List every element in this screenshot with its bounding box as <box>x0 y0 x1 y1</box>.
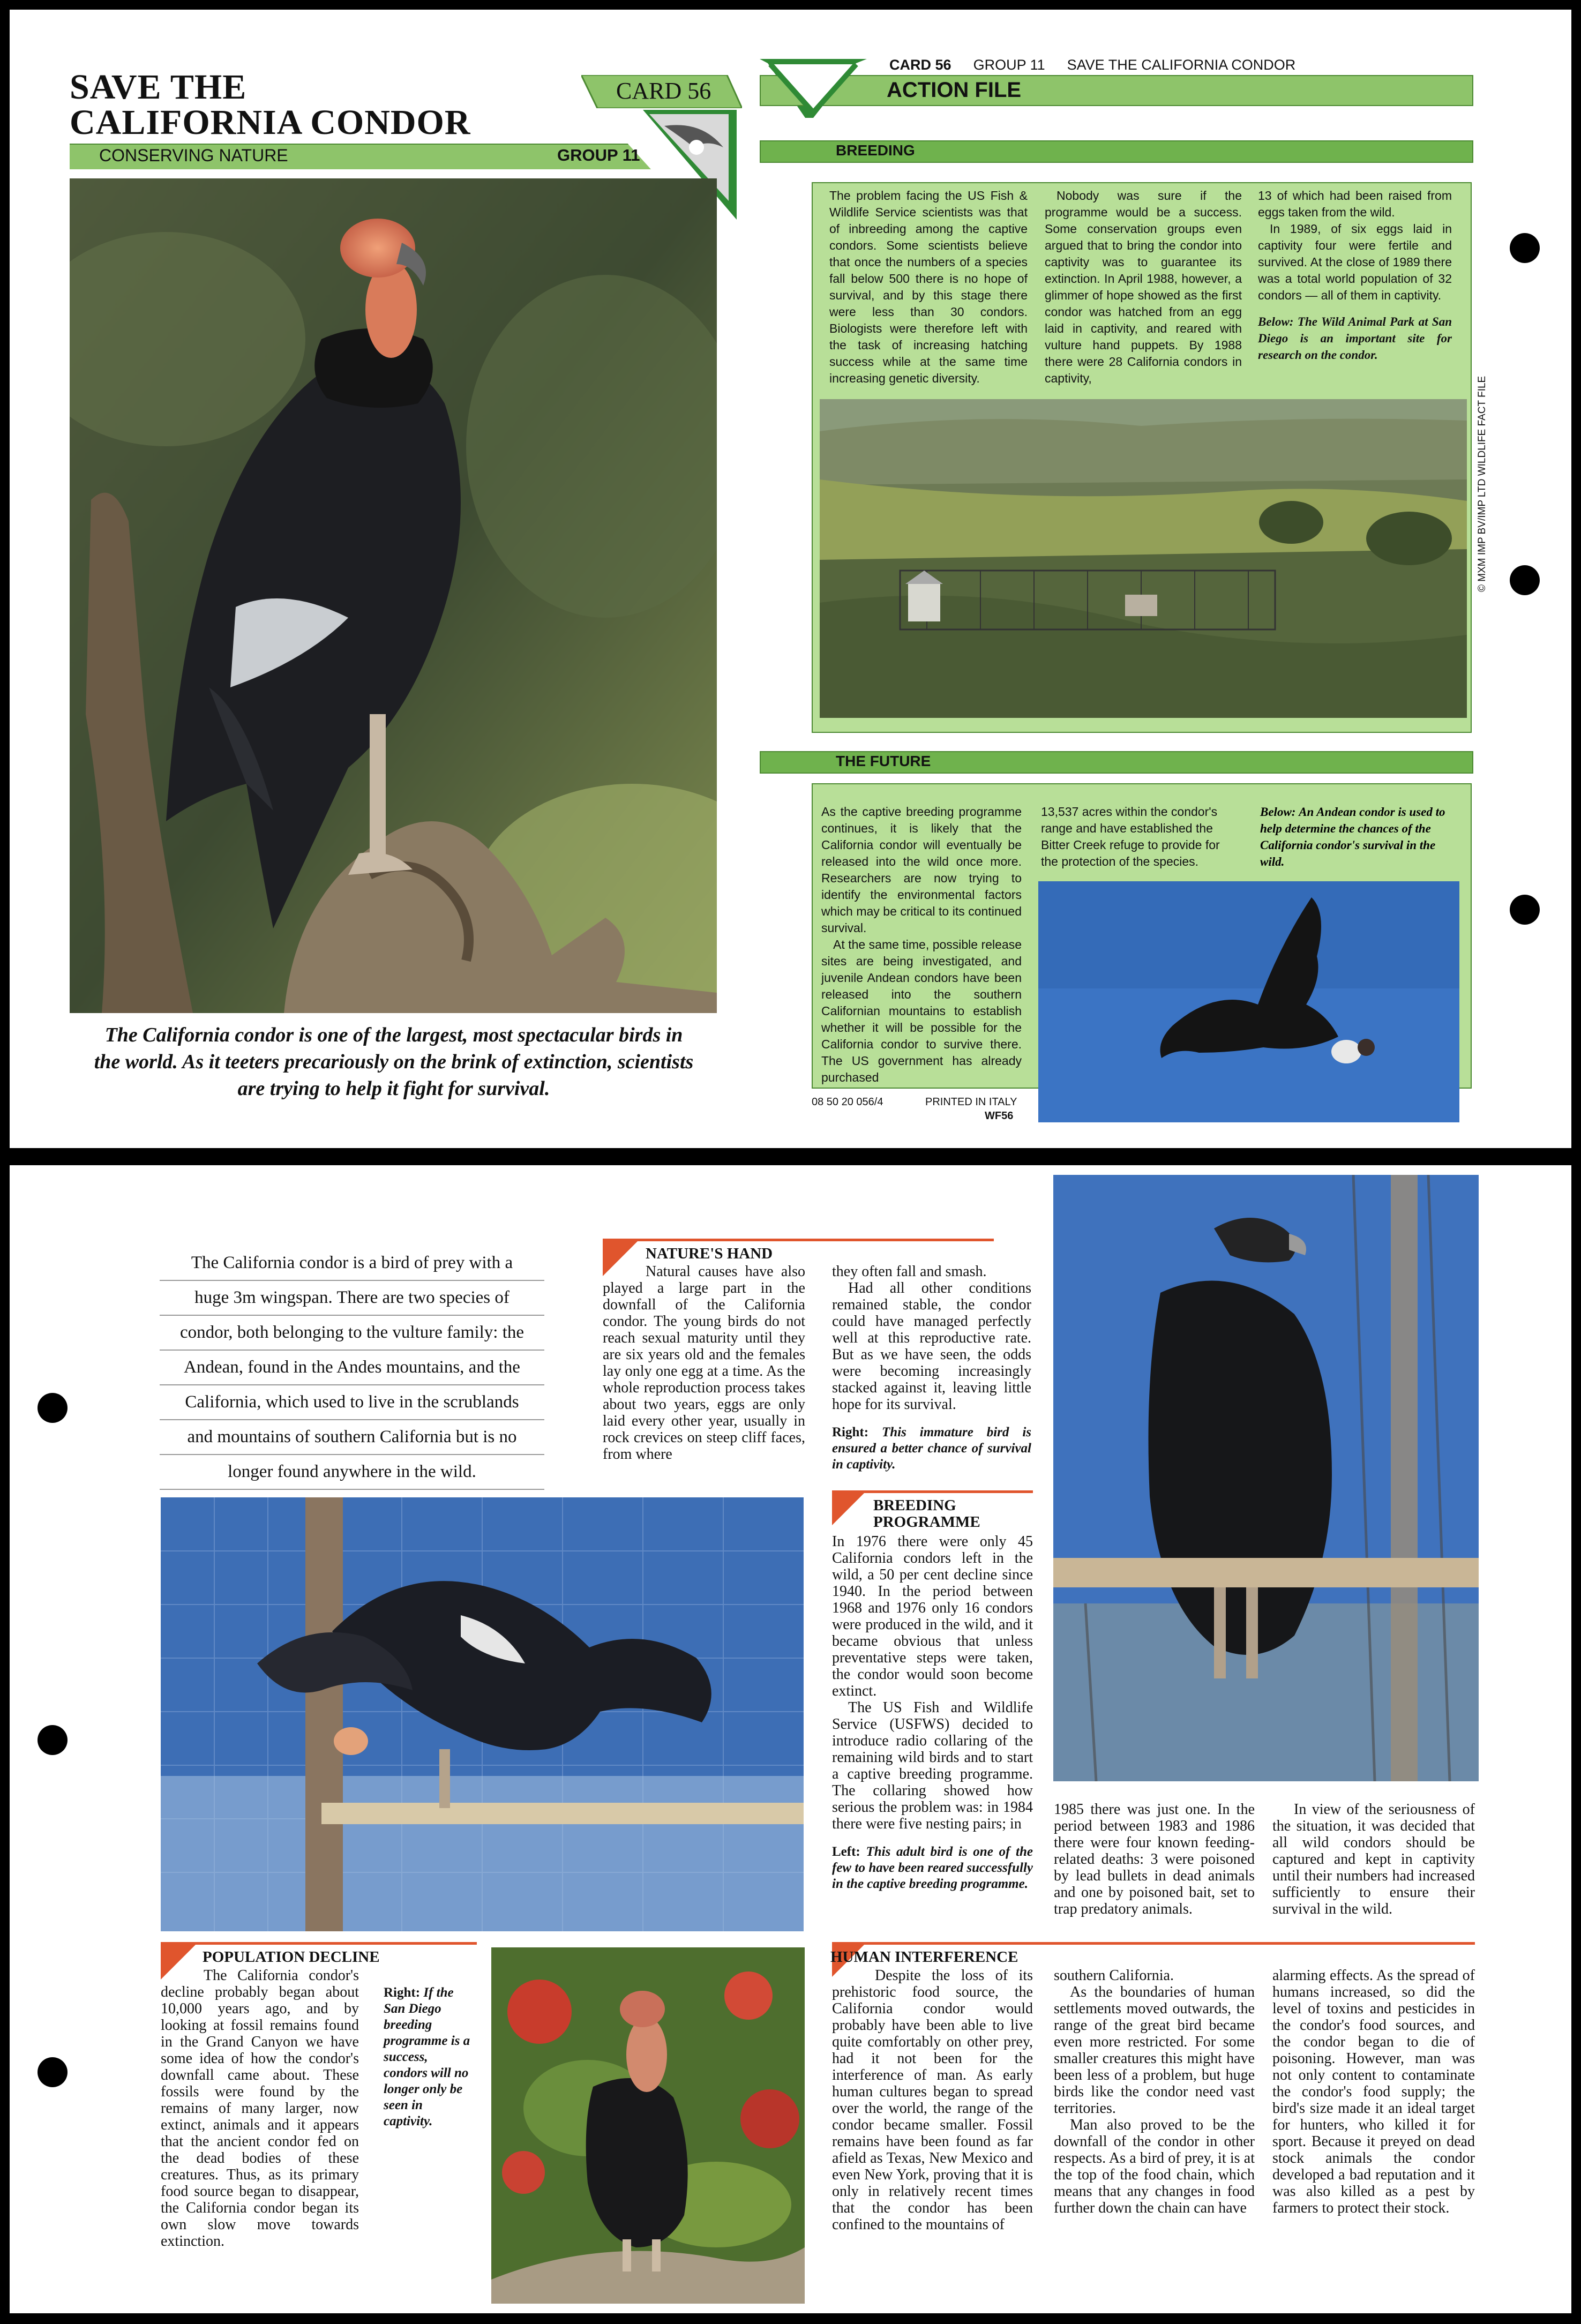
intro-line: California, which used to live in the scrublands <box>160 1385 544 1420</box>
human-interference-c1: Despite the loss of its prehistoric food source, the California condor would probably have been able to live quite comfortably on other prey, had it not been for the interference of man. As early human cultures began to spread over the world, the range of the condor became smaller. Fossil remains have been found as far afield as Texas, New Mexico and even New York, proving that it is only in relatively recent times that the condor has been confined to the mountains of <box>832 1967 1033 2233</box>
breeding-col3-p1: 13 of which had been raised from eggs taken from the wild. <box>1258 189 1452 219</box>
binder-hole <box>38 2057 68 2087</box>
breeding-programme-heading <box>873 1497 980 1531</box>
population-decline-p1: The California condor's decline probably began about 10,000 years ago, and by looking at fossil remains found in the Grand Canyon we have some idea of how the condor's downfall came about. These fossils were found by the remains of many larger, now extinct, animals and it appears that the ancient condor fed on the dead bodies of these creatures. Thus, as its primary food source began to disappear, the California condor began its own slow move towards extinction. <box>161 1967 359 2250</box>
intro-line: Andean, found in the Andes mountains, and the <box>160 1351 544 1385</box>
group-label: GROUP 11 <box>557 146 640 164</box>
caption-right-top-text: This immature bird is ensured a better chance of survival in captivity. <box>832 1425 1032 1472</box>
caption-right-top <box>832 1425 1031 1473</box>
intro-line: and mountains of southern California but is no <box>160 1420 544 1455</box>
intro-line: huge 3m wingspan. There are two species of <box>160 1281 544 1316</box>
caption-left-lead: Left: <box>832 1845 860 1859</box>
future-heading: THE FUTURE <box>836 753 931 769</box>
intro-line: The California condor is a bird of prey with a <box>160 1246 544 1281</box>
breeding-col1-text: The problem facing the US Fish & Wildlife Service scientists was that of inbreeding among the captive condors. Some scientists believe that once the numbers of a species fall below 500 there is no hope of survival, and by this stage there were less than 30 condors. Biologists were therefore left with the task of increasing hatching success while at the same time increasing genetic diversity. <box>829 189 1028 385</box>
wild-animal-park-photo <box>820 399 1467 718</box>
intro-line: condor, both belonging to the vulture family: the <box>160 1316 544 1351</box>
population-decline-col <box>161 1967 359 2250</box>
footer-printed: PRINTED IN ITALY <box>925 1096 1017 1108</box>
human-interference-c3: alarming effects. As the spread of humans increased, so did the level of toxins and pesticides in the condor's food sources, and the condor began to die of poisoning. However, man was not only content to contaminate the condor's food supply; the bird's size made it an ideal target for hunters, who killed it for sport. Because it preyed on dead stock animals the condor developed a bad reputation and it was also killed as a pest by farmers to protect their stock. <box>1272 1967 1475 2216</box>
action-file-title: ACTION FILE <box>887 78 1022 102</box>
binder-hole <box>38 1393 68 1423</box>
human-interference-col1 <box>832 1967 1033 2233</box>
future-caption-lead: Below: <box>1260 805 1296 819</box>
intro-line: longer found anywhere in the wild. <box>160 1455 544 1490</box>
breeding-col1 <box>829 188 1028 387</box>
adult-condor-photo <box>161 1497 804 1931</box>
breeding-col2 <box>1045 188 1242 387</box>
caption-left <box>832 1844 1033 1892</box>
human-interference-col3 <box>1272 1967 1475 2216</box>
breeding-heading: BREEDING <box>836 142 915 159</box>
footer-code: 08 50 20 056/4 <box>812 1096 883 1108</box>
mid-col2 <box>1054 1801 1255 1917</box>
future-caption-text: An Andean condor is used to help determine the chances of the California condor's survival in the wild. <box>1260 805 1445 868</box>
breeding-programme-col <box>832 1533 1033 1892</box>
card-title-line2: CALIFORNIA CONDOR <box>70 103 471 142</box>
caption-right-bottom-text: If the San Diego breeding programme is a success, condors will no longer only be seen in captivity. <box>384 1985 470 2128</box>
natures-hand-col1 <box>603 1263 805 1463</box>
intro-text <box>160 1246 544 1490</box>
breeding-programme-p1: In 1976 there were only 45 California condors left in the wild, a 50 per cent decline since 1940. In the period between 1968 and 1976 only 16 condors were produced in the wild, and it became obvious that unless preventative steps were taken, the condor would soon become extinct. <box>832 1533 1033 1699</box>
future-col1-p2: At the same time, possible release sites are being investigated, and juvenile Andean condors have been released into the southern Californian mountains to establish whether it will be possible for the California condor to survive there. The US government has already purchased <box>821 938 1022 1084</box>
future-heading-bar <box>760 751 1473 774</box>
section-label: CONSERVING NATURE <box>99 146 288 165</box>
population-decline-rule <box>161 1942 477 1945</box>
human-interference-c2-p2: As the boundaries of human settlements moved outwards, the range of the great bird became even more restricted. For some smaller creatures this might have been less of a problem, but huge birds like the condor need vast territories. <box>1054 1984 1255 2117</box>
breeding-heading-bar <box>760 140 1473 163</box>
human-interference-heading: HUMAN INTERFERENCE <box>830 1948 1018 1966</box>
action-file-header <box>889 57 1295 73</box>
population-decline-heading: POPULATION DECLINE <box>203 1948 380 1966</box>
natures-hand-heading: NATURE'S HAND <box>646 1245 773 1262</box>
human-interference-rule <box>832 1942 1475 1945</box>
binder-hole <box>1510 895 1540 925</box>
card-title-line1: SAVE THE <box>70 68 247 107</box>
breeding-caption-text: The Wild Animal Park at San Diego is an important site for research on the condor. <box>1258 315 1452 362</box>
header-title: SAVE THE CALIFORNIA CONDOR <box>1067 57 1296 73</box>
caption-right-bottom-lead: Right: <box>384 1985 421 2000</box>
caption-right-top-lead: Right: <box>832 1425 869 1440</box>
breeding-caption-lead: Below: <box>1258 315 1294 328</box>
future-col1 <box>821 804 1022 1086</box>
binder-hole <box>1510 233 1540 263</box>
mid-col2-text: 1985 there was just one. In the period between 1983 and 1986 there were four known feeding-related deaths: 3 were poisoned by lead bullets in dead animals and one by poisoned bait, set to trap predatory animals. <box>1054 1801 1255 1917</box>
natures-hand-c2-p2: Had all other conditions remained stable, the condor could have managed perfectly well at this reproductive rate. But as we have seen, the odds were becoming increasingly stacked against it, leaving little hope for its survival. <box>832 1280 1031 1413</box>
human-interference-c2-p3: Man also proved to be the downfall of the condor in other respects. As a bird of prey, it is at the top of the food chain, which means that any changes in food further down the chain can have <box>1054 2117 1255 2216</box>
future-col1-p1: As the captive breeding programme continues, it is likely that the California condor will eventually be released into the wild once more. Researchers are now trying to identify the environmental factors which may be critical to its continued survival. <box>821 805 1022 935</box>
natures-hand-c2-p1: they often fall and smash. <box>832 1263 987 1280</box>
caption-left-text: This adult bird is one of the few to have been reared successfully in the captive breeding programme. <box>832 1845 1033 1891</box>
andean-condor-photo <box>1038 881 1459 1122</box>
breeding-programme-heading1: BREEDING <box>873 1497 956 1514</box>
mid-col3 <box>1272 1801 1475 1917</box>
captive-condor-photo <box>491 1947 805 2304</box>
breeding-programme-flag <box>832 1490 867 1528</box>
binder-hole <box>38 1725 68 1755</box>
human-interference-c2-p1: southern California. <box>1054 1967 1174 1984</box>
binder-hole <box>1510 565 1540 595</box>
caption-right-bottom <box>384 1985 475 2130</box>
human-interference-col2 <box>1054 1967 1255 2216</box>
natures-hand-rule <box>603 1239 994 1241</box>
card-tag-number: 56 <box>687 78 711 104</box>
header-card: CARD 56 <box>889 57 951 73</box>
future-col2-text: 13,537 acres within the condor's range and have established the Bitter Creek refuge to provide for the protection of the species. <box>1041 805 1220 868</box>
front-caption: The California condor is one of the largest, most spectacular birds in the world. As it teeters precariously on the brink of extinction, scientists are trying to help it fight for survival. <box>94 1024 694 1100</box>
header-group: GROUP 11 <box>973 57 1045 73</box>
copyright-vertical: © MXM IMP BV/IMP LTD WILDLIFE FACT FILE <box>1477 376 1488 592</box>
action-file-titlebar-notch <box>760 59 867 123</box>
footer-wf: WF56 <box>985 1110 1014 1122</box>
immature-condor-photo <box>1053 1175 1479 1781</box>
future-col2 <box>1041 804 1240 870</box>
future-caption <box>1260 804 1448 870</box>
card-tag-text <box>616 77 711 104</box>
natures-hand-col2 <box>832 1263 1031 1473</box>
breeding-col3 <box>1258 188 1452 363</box>
card-title <box>70 70 605 140</box>
breeding-col2-text: Nobody was sure if the programme would be a success. Some conservation groups even argued that to bring the condor into captivity was to guarantee its extinction. In April 1988, however, a glimmer of hope showed as the first condor was hatched from an egg laid in captivity, and reared with vulture hand puppets. By 1988 there were 28 California condors in captivity, <box>1045 189 1242 385</box>
breeding-caption <box>1258 313 1452 363</box>
card-tag-label: CARD <box>616 78 682 104</box>
breeding-col3-p2: In 1989, of six eggs laid in captivity four were fertile and survived. At the close of 1989 there was a total world population of 32 condors — all of them in captivity. <box>1258 222 1452 302</box>
breeding-programme-p2: The US Fish and Wildlife Service (USFWS) decided to introduce radio collaring of the remaining wild birds and to start a captive breeding programme. The collaring showed how serious the problem was: in 1984 there were five nesting pairs; in <box>832 1699 1033 1832</box>
mid-col3-text: In view of the seriousness of the situation, it was decided that all wild condors should be captured and kept in captivity until their numbers had increased sufficiently to ensure their survival in the wild. <box>1272 1801 1475 1917</box>
breeding-programme-heading2: PROGRAMME <box>873 1513 980 1531</box>
natures-hand-p1: Natural causes have also played a large part in the downfall of the California condor. The young birds do not reach sexual maturity until they are six years old and the females lay only one egg at a time. As the whole reproduction process takes about two years, eggs are only laid every other year, usually in rock crevices on steep cliff faces, from where <box>603 1263 805 1463</box>
california-condor-photo <box>70 178 717 1013</box>
